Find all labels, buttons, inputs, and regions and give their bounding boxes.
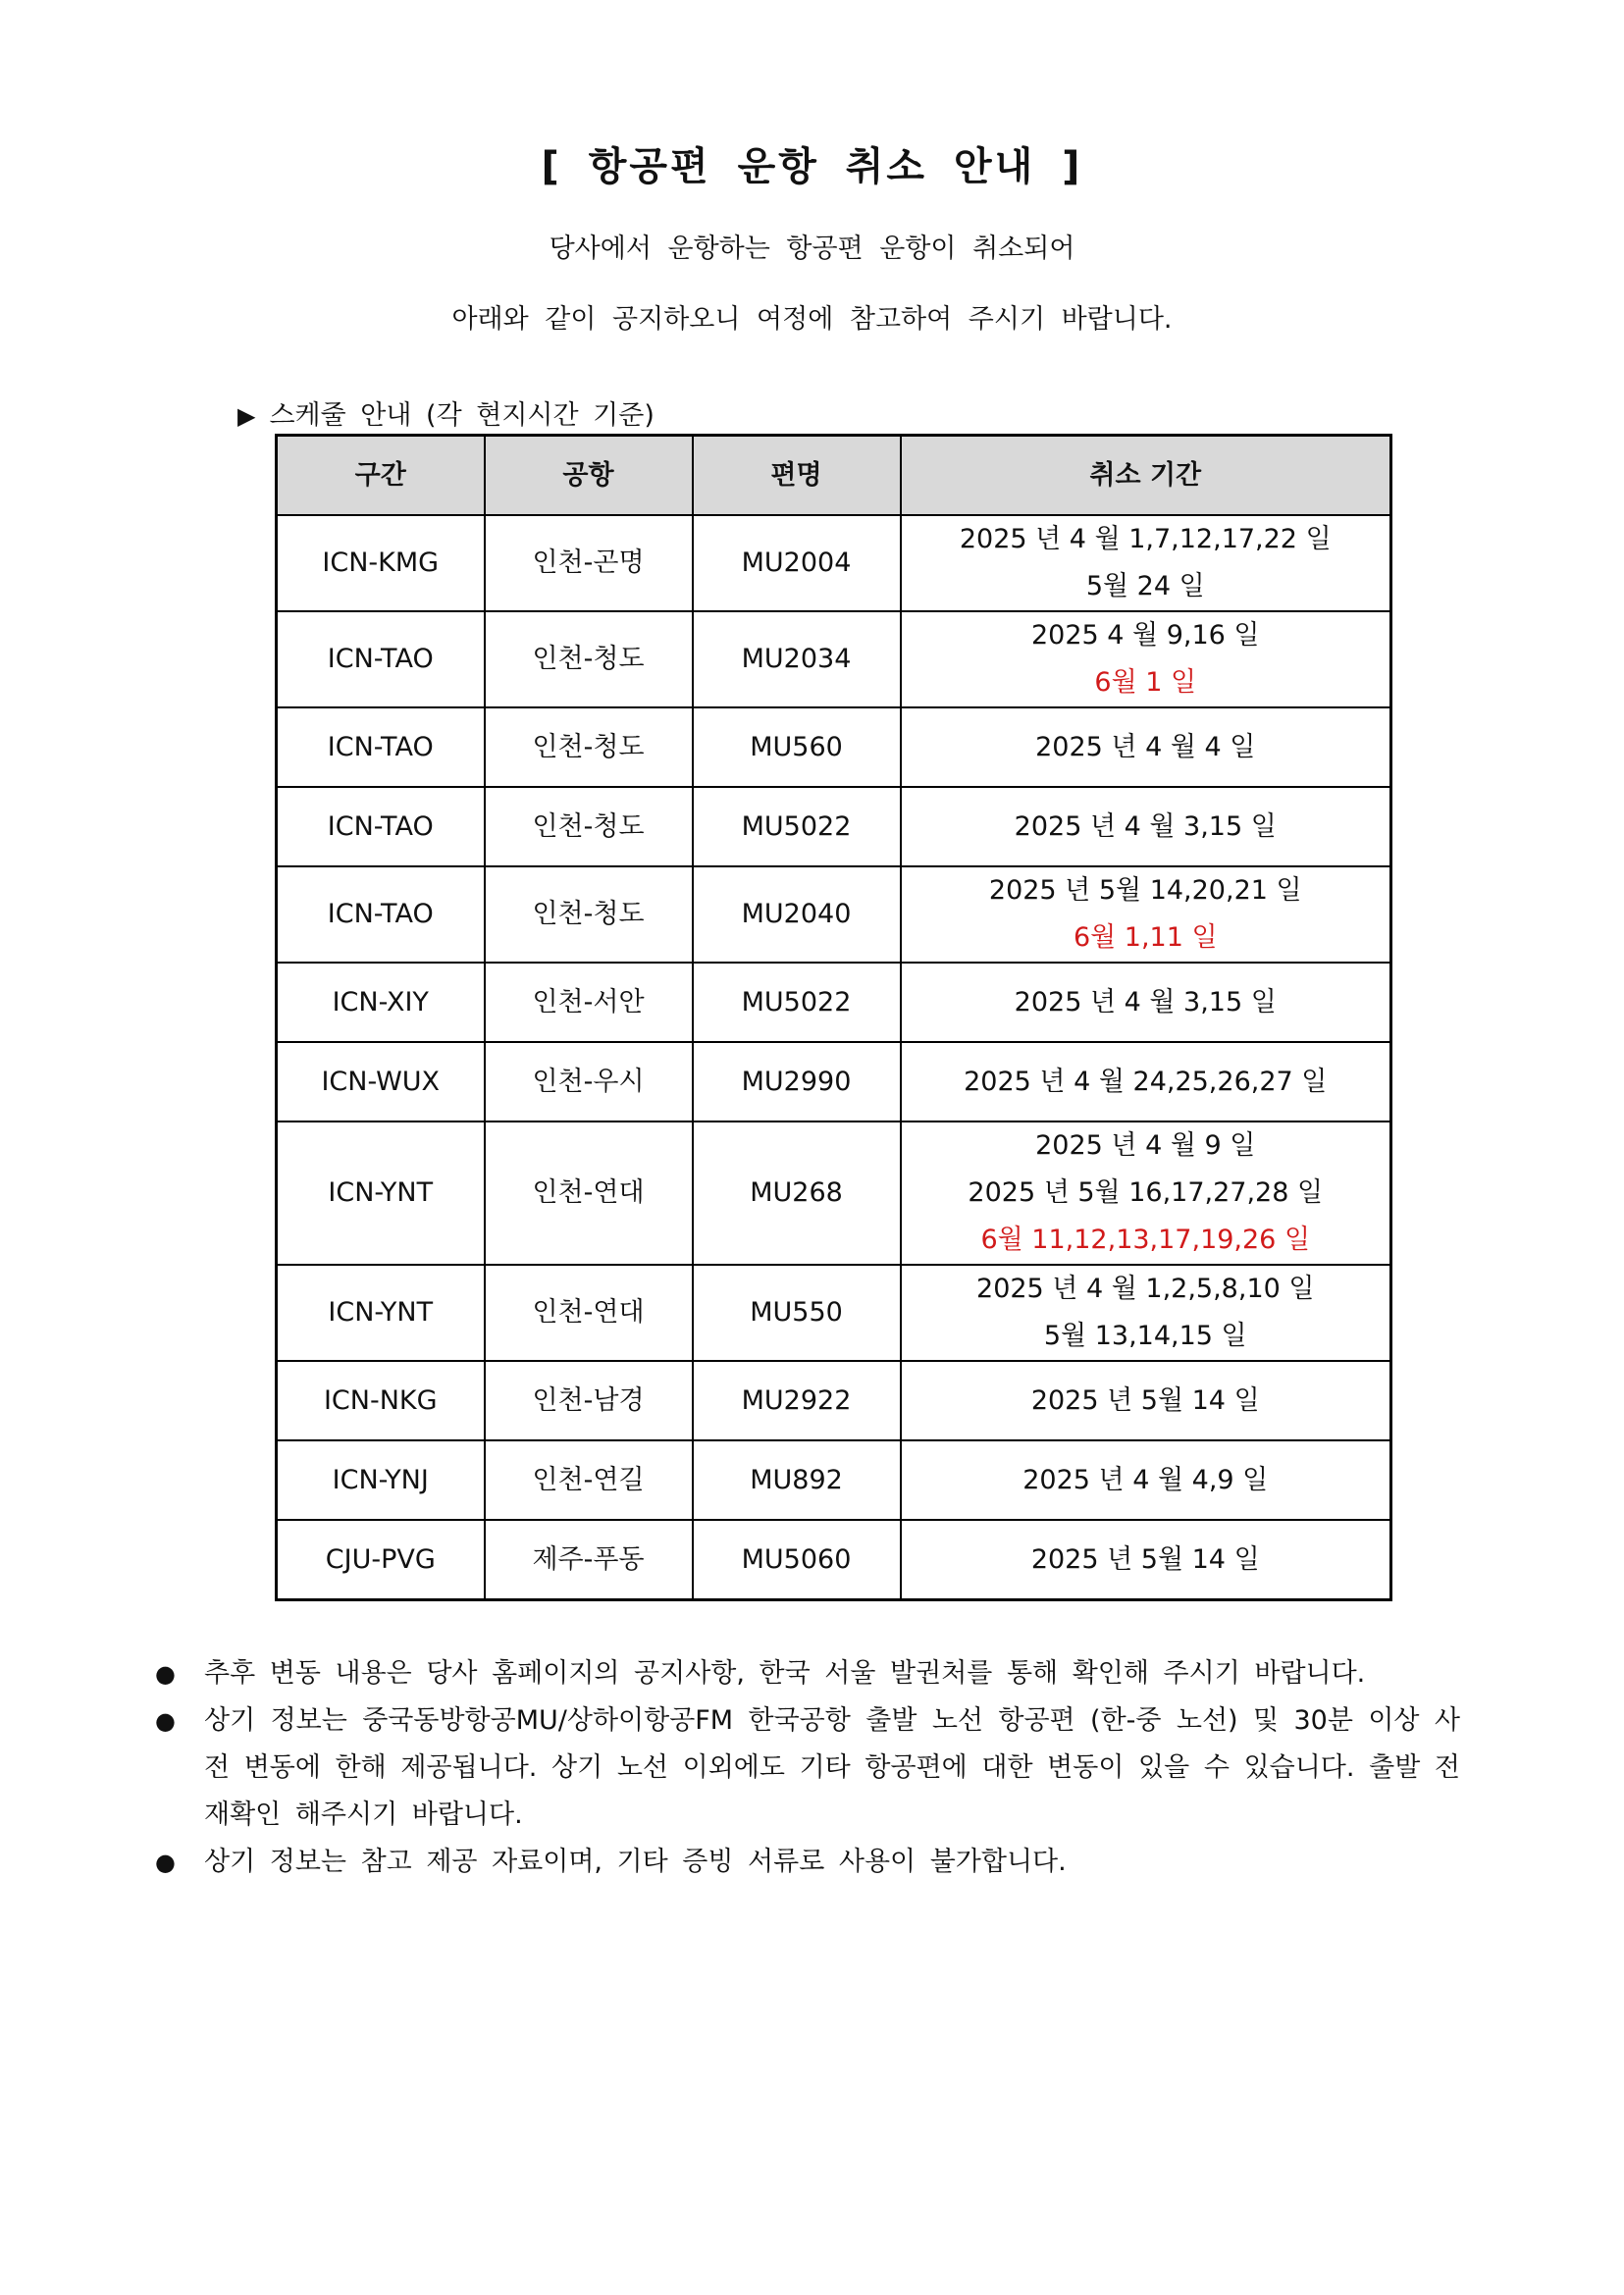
period-line-highlight: 6월 1 일	[1094, 667, 1197, 698]
intro-line-2: 아래와 같이 공지하오니 여정에 참고하여 주시기 바랍니다.	[451, 304, 1173, 335]
route-cell: ICN-KMG	[277, 515, 485, 611]
flight-cell: MU2922	[693, 1361, 901, 1440]
period-cell: 2025 년 4 월 24,25,26,27 일	[901, 1042, 1391, 1121]
flight-cell: MU2040	[693, 866, 901, 963]
period-line: 2025 4 월 9,16 일	[1030, 620, 1260, 651]
note-text: 상기 정보는 중국동방항공MU/상하이항공FM 한국공항 출발 노선 항공편 (한-중 노선) 및 30분 이상 사전 변동에 한해 제공됩니다. 상기 노선 이외에도 기타 항공편에 대한 변동이 있을 수 있습니다. 출발 전 재확인 해주시기 바랍니다.	[204, 1705, 1460, 1830]
bullet-icon: ●	[155, 1849, 176, 1876]
header-route: 구간	[277, 436, 485, 516]
note-item	[155, 1839, 1460, 1886]
route-cell: ICN-TAO	[277, 611, 485, 707]
period-line: 2025 년 4 월 1,7,12,17,22 일	[959, 524, 1332, 554]
table-row	[277, 866, 1391, 963]
airport-cell: 인천-청도	[485, 611, 693, 707]
header-flight: 편명	[693, 436, 901, 516]
notes-list	[155, 1650, 1460, 1886]
table-row	[277, 1265, 1391, 1361]
note-item	[155, 1650, 1460, 1697]
route-cell: ICN-TAO	[277, 707, 485, 787]
period-cell: 2025 년 4 월 3,15 일	[901, 787, 1391, 866]
table-row	[277, 1440, 1391, 1520]
period-cell: 2025 년 4 월 3,15 일	[901, 963, 1391, 1042]
period-line-highlight: 6월 1,11 일	[1073, 922, 1218, 953]
route-cell: ICN-YNT	[277, 1265, 485, 1361]
period-cell	[901, 515, 1391, 611]
period-cell	[901, 1265, 1391, 1361]
airport-cell: 인천-남경	[485, 1361, 693, 1440]
header-airport: 공항	[485, 436, 693, 516]
table-row	[277, 707, 1391, 787]
table-header-row	[277, 436, 1391, 516]
period-line: 2025 년 4 월 1,2,5,8,10 일	[976, 1274, 1315, 1304]
table-row	[277, 1042, 1391, 1121]
period-cell	[901, 611, 1391, 707]
table-row	[277, 515, 1391, 611]
period-cell: 2025 년 4 월 4 일	[901, 707, 1391, 787]
flight-cell: MU2004	[693, 515, 901, 611]
airport-cell: 인천-청도	[485, 707, 693, 787]
schedule-table	[275, 434, 1392, 1601]
route-cell: ICN-TAO	[277, 787, 485, 866]
note-item	[155, 1697, 1460, 1839]
flight-cell: MU2034	[693, 611, 901, 707]
flight-cell: MU2990	[693, 1042, 901, 1121]
period-cell: 2025 년 4 월 4,9 일	[901, 1440, 1391, 1520]
table-row	[277, 787, 1391, 866]
route-cell: ICN-NKG	[277, 1361, 485, 1440]
period-line-highlight: 6월 11,12,13,17,19,26 일	[980, 1225, 1311, 1255]
table-row	[277, 1520, 1391, 1600]
airport-cell: 인천-연대	[485, 1265, 693, 1361]
period-line: 2025 년 5월 14,20,21 일	[988, 875, 1302, 906]
airport-cell: 인천-서안	[485, 963, 693, 1042]
route-cell: ICN-YNJ	[277, 1440, 485, 1520]
bullet-icon: ●	[155, 1660, 176, 1688]
note-text: 상기 정보는 참고 제공 자료이며, 기타 증빙 서류로 사용이 불가합니다.	[204, 1847, 1067, 1877]
bullet-icon: ●	[155, 1707, 176, 1735]
section-label	[237, 393, 655, 432]
flight-cell: MU5022	[693, 963, 901, 1042]
route-cell: CJU-PVG	[277, 1520, 485, 1600]
period-line: 2025 년 5월 16,17,27,28 일	[968, 1177, 1324, 1208]
period-cell: 2025 년 5월 14 일	[901, 1520, 1391, 1600]
flight-cell: MU892	[693, 1440, 901, 1520]
airport-cell: 인천-곤명	[485, 515, 693, 611]
table-row	[277, 611, 1391, 707]
airport-cell: 인천-우시	[485, 1042, 693, 1121]
airport-cell: 인천-연길	[485, 1440, 693, 1520]
period-line: 5월 24 일	[1085, 571, 1205, 601]
airport-cell: 인천-연대	[485, 1121, 693, 1265]
airport-cell: 제주-푸동	[485, 1520, 693, 1600]
period-line: 5월 13,14,15 일	[1043, 1321, 1247, 1351]
table-row	[277, 1121, 1391, 1265]
flight-cell: MU268	[693, 1121, 901, 1265]
route-cell: ICN-TAO	[277, 866, 485, 963]
period-cell	[901, 1121, 1391, 1265]
period-cell: 2025 년 5월 14 일	[901, 1361, 1391, 1440]
route-cell: ICN-XIY	[277, 963, 485, 1042]
triangle-right-icon: ▶	[237, 402, 256, 430]
note-text: 추후 변동 내용은 당사 홈페이지의 공지사항, 한국 서울 발권처를 통해 확인해 주시기 바랍니다.	[204, 1658, 1366, 1689]
table-row	[277, 1361, 1391, 1440]
flight-cell: MU5060	[693, 1520, 901, 1600]
route-cell: ICN-YNT	[277, 1121, 485, 1265]
flight-cell: MU560	[693, 707, 901, 787]
table-row	[277, 963, 1391, 1042]
period-line: 2025 년 4 월 9 일	[1035, 1130, 1256, 1161]
page-title: [ 항공편 운항 취소 안내 ]	[541, 144, 1083, 189]
intro-line-1: 당사에서 운항하는 항공편 운항이 취소되어	[549, 234, 1075, 264]
airport-cell: 인천-청도	[485, 787, 693, 866]
period-cell	[901, 866, 1391, 963]
section-label-text: 스케줄 안내 (각 현지시간 기준)	[269, 400, 655, 431]
header-cancel-period: 취소 기간	[901, 436, 1391, 516]
airport-cell: 인천-청도	[485, 866, 693, 963]
route-cell: ICN-WUX	[277, 1042, 485, 1121]
flight-cell: MU550	[693, 1265, 901, 1361]
flight-cell: MU5022	[693, 787, 901, 866]
